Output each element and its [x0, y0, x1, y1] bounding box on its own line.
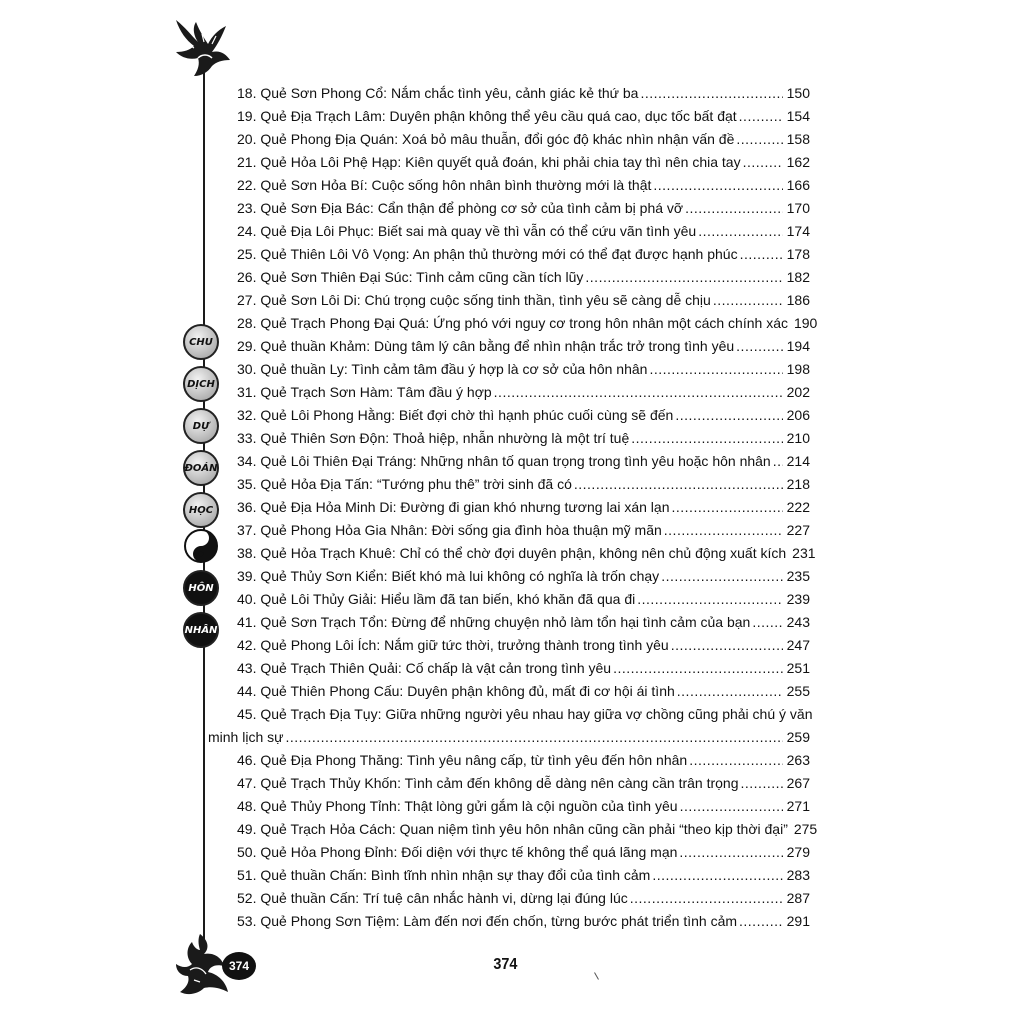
toc-entry-title: 37. Quẻ Phong Hỏa Gia Nhân: Đời sống gia đình hòa thuận mỹ mãn	[237, 522, 662, 538]
toc-dot-leader	[661, 565, 782, 588]
side-tab-doan	[183, 450, 219, 486]
toc-entry-page: 198	[786, 361, 810, 377]
toc-entry-page: 287	[786, 890, 810, 906]
toc-entry	[230, 749, 810, 772]
scan-mark	[594, 972, 599, 979]
toc-dot-leader	[679, 841, 782, 864]
toc-entry	[230, 887, 810, 910]
toc-entry-title: 45. Quẻ Trạch Địa Tụy: Giữa những người yêu nhau hay giữa vợ chồng cũng phải chú ý văn	[237, 706, 813, 722]
side-tab-label: DỰ	[192, 420, 210, 432]
toc-entry-title: 36. Quẻ Địa Hỏa Minh Di: Đường đi gian khó nhưng tương lai xán lạn	[237, 499, 670, 515]
toc-entry-page: 178	[786, 246, 810, 262]
toc-entry-page: 158	[786, 131, 810, 147]
toc-entry-title: 46. Quẻ Địa Phong Thăng: Tình yêu nâng cấp, từ tình yêu đến hôn nhân	[237, 752, 688, 768]
toc-entry	[230, 151, 810, 174]
toc-entry-page: 166	[786, 177, 810, 193]
toc-entry-title: 22. Quẻ Sơn Hỏa Bí: Cuộc sống hôn nhân bình thường mới là thật	[237, 177, 652, 193]
toc-entry-title: 25. Quẻ Thiên Lôi Vô Vọng: An phận thủ thường mới có thể đạt được hạnh phúc	[237, 246, 738, 262]
toc-entry-page: 239	[786, 591, 810, 607]
toc-entry	[230, 381, 810, 404]
toc-entry-title: 33. Quẻ Thiên Sơn Độn: Thoả hiệp, nhẫn nhường là một trí tuệ	[237, 430, 630, 446]
toc-dot-leader	[743, 151, 783, 174]
toc-entry	[208, 726, 810, 749]
toc-entry-page: 231	[792, 545, 816, 561]
toc-dot-leader	[613, 657, 783, 680]
toc-entry-page: 235	[786, 568, 810, 584]
toc-dot-leader	[698, 220, 782, 243]
toc-entry-title: 28. Quẻ Trạch Phong Đại Quá: Ứng phó với nguy cơ trong hôn nhân một cách chính xác	[237, 315, 788, 331]
toc-entry-page: 259	[786, 729, 810, 745]
phoenix-ornament-icon	[168, 14, 238, 84]
toc-entry-page: 170	[786, 200, 810, 216]
toc-entry	[230, 634, 810, 657]
toc-entry-title: minh lịch sự	[208, 729, 284, 745]
toc-dot-leader	[494, 381, 783, 404]
toc-dot-leader	[740, 243, 783, 266]
toc-entry-page: 186	[786, 292, 810, 308]
toc-entry	[230, 358, 810, 381]
toc-dot-leader	[630, 887, 783, 910]
toc-dot-leader	[739, 910, 783, 933]
toc-entry-page: 150	[786, 85, 810, 101]
side-tab-label: HỌC	[188, 504, 214, 516]
toc-entry-page: 210	[786, 430, 810, 446]
yin-yang-icon	[183, 528, 219, 564]
toc-entry-title: 48. Quẻ Thủy Phong Tỉnh: Thật lòng gửi gắm là cội nguồn của tình yêu	[237, 798, 678, 814]
toc-entry-title: 44. Quẻ Thiên Phong Cấu: Duyên phận không đủ, mất đi cơ hội ái tình	[237, 683, 675, 699]
toc-entry-page: 218	[786, 476, 810, 492]
toc-entry-title: 53. Quẻ Phong Sơn Tiệm: Làm đến nơi đến chốn, từng bước phát triển tình cảm	[237, 913, 738, 929]
toc-entry	[230, 266, 810, 289]
side-tab-label: HÔN	[188, 582, 214, 594]
toc-entry-page: 271	[786, 798, 810, 814]
toc-entry-title: 38. Quẻ Hỏa Trạch Khuê: Chỉ có thể chờ đợi duyên phận, không nên chủ động xuất kích	[237, 545, 787, 561]
toc-entry-title: 18. Quẻ Sơn Phong Cổ: Nắm chắc tình yêu, cảnh giác kẻ thứ ba	[237, 85, 639, 101]
side-tab-label: CHU	[189, 336, 213, 348]
toc-dot-leader	[574, 473, 783, 496]
toc-entry-page: 190	[793, 315, 818, 331]
toc-entry-page: 255	[786, 683, 810, 699]
toc-entry-page: 174	[786, 223, 810, 239]
toc-dot-leader	[713, 289, 783, 312]
toc-dot-leader	[680, 795, 783, 818]
toc-dot-leader	[685, 197, 783, 220]
toc-entry-page: 222	[786, 499, 810, 515]
toc-entry	[230, 772, 810, 795]
toc-entry-title: 32. Quẻ Lôi Phong Hằng: Biết đợi chờ thì hạnh phúc cuối cùng sẽ đến	[237, 407, 674, 423]
toc-entry-title: 31. Quẻ Trạch Sơn Hàm: Tâm đầu ý hợp	[237, 384, 492, 400]
toc-dot-leader	[675, 404, 782, 427]
toc-entry-title: 21. Quẻ Hỏa Lôi Phệ Hạp: Kiên quyết quả đoán, khi phải chia tay thì nên chia tay	[237, 154, 741, 170]
toc-dot-leader	[585, 266, 782, 289]
toc-entry	[230, 473, 810, 496]
toc-entry-title: 47. Quẻ Trạch Thủy Khốn: Tình cảm đến không dễ dàng nên càng cần trân trọng	[237, 775, 739, 791]
side-tab-du	[183, 408, 219, 444]
toc-entry	[230, 680, 810, 703]
toc-entry-title: 34. Quẻ Lôi Thiên Đại Tráng: Những nhân tố quan trọng trong tình yêu hoặc hôn nhân	[237, 453, 771, 469]
toc-entry	[230, 404, 810, 427]
toc-dot-leader	[652, 864, 782, 887]
toc-entry-page: 154	[786, 108, 810, 124]
toc-entry-title: 41. Quẻ Sơn Trạch Tổn: Đừng để những chuyện nhỏ làm tổn hại tình cảm của bạn	[237, 614, 751, 630]
toc-dot-leader	[286, 726, 783, 749]
toc-entry-page: 206	[786, 407, 810, 423]
toc-entry-page: 291	[786, 913, 810, 929]
side-tab-label: DỊCH	[187, 378, 215, 390]
toc-entry-title: 26. Quẻ Sơn Thiên Đại Súc: Tình cảm cũng cần tích lũy	[237, 269, 584, 285]
toc-entry-title: 52. Quẻ thuần Cấn: Trí tuệ cân nhắc hành vi, dừng lại đúng lúc	[237, 890, 628, 906]
toc-dot-leader	[664, 519, 783, 542]
side-tab-hon	[183, 570, 219, 606]
toc-entry-page: 202	[786, 384, 810, 400]
toc-dot-leader	[752, 611, 782, 634]
toc-entry	[230, 427, 810, 450]
toc-entry-page: 182	[786, 269, 810, 285]
toc-entry	[230, 542, 816, 565]
toc-entry-title: 43. Quẻ Trạch Thiên Quải: Cố chấp là vật cản trong tình yêu	[237, 660, 612, 676]
toc-entry-page: 162	[786, 154, 810, 170]
toc-entry-title: 23. Quẻ Sơn Địa Bác: Cẩn thận để phòng cơ sở của tình cảm bị phá vỡ	[237, 200, 684, 216]
toc-entry	[230, 289, 810, 312]
toc-dot-leader	[741, 772, 783, 795]
toc-entry	[230, 450, 810, 473]
toc-dot-leader	[672, 496, 783, 519]
toc-dot-leader	[640, 82, 782, 105]
toc-entry-page: 214	[786, 453, 810, 469]
toc-entry	[230, 197, 810, 220]
toc-entry-page: 275	[793, 821, 818, 837]
side-tab-nhan	[183, 612, 219, 648]
toc-entry	[230, 864, 810, 887]
toc-entry-title: 40. Quẻ Lôi Thủy Giải: Hiểu lầm đã tan biến, khó khăn đã qua đi	[237, 591, 636, 607]
side-tab-label: ĐOÁN	[184, 462, 218, 474]
toc-dot-leader	[631, 427, 782, 450]
toc-entry	[230, 496, 810, 519]
toc-entry	[230, 174, 810, 197]
toc-dot-leader	[736, 128, 782, 151]
toc-entry	[230, 312, 818, 335]
toc-entry-page: 251	[786, 660, 810, 676]
toc-entry-page: 194	[786, 338, 810, 354]
toc-entry-title: 19. Quẻ Địa Trạch Lâm: Duyên phận không thể yêu cầu quá cao, dục tốc bất đạt	[237, 108, 737, 124]
toc-dot-leader	[671, 634, 783, 657]
toc-entry-title: 24. Quẻ Địa Lôi Phục: Biết sai mà quay về thì vẫn có thể cứu vãn tình yêu	[237, 223, 697, 239]
toc-entry-title: 30. Quẻ thuần Ly: Tình cảm tâm đầu ý hợp là cơ sở của hôn nhân	[237, 361, 648, 377]
side-tab-hoc	[183, 492, 219, 528]
toc-entry-title: 39. Quẻ Thủy Sơn Kiển: Biết khó mà lui không có nghĩa là trốn chạy	[237, 568, 660, 584]
toc-entry-title: 35. Quẻ Hỏa Địa Tấn: “Tướng phu thê” trời sinh đã có	[237, 476, 572, 492]
toc-entry	[230, 703, 813, 726]
toc-entry	[230, 611, 810, 634]
toc-entry	[230, 588, 810, 611]
toc-entry-page: 263	[786, 752, 810, 768]
page-number: 374	[493, 956, 518, 973]
toc-entry	[230, 220, 810, 243]
toc-entry	[230, 565, 810, 588]
toc-entry	[230, 82, 810, 105]
toc-entry-page: 243	[786, 614, 810, 630]
toc-entry	[230, 243, 810, 266]
toc-entry-title: 49. Quẻ Trạch Hỏa Cách: Quan niệm tình yêu hôn nhân cũng cần phải “theo kịp thời đại”	[237, 821, 788, 837]
side-tab-chu	[183, 324, 219, 360]
toc-entry-page: 267	[786, 775, 810, 791]
toc-entry	[230, 795, 810, 818]
side-tab-dich	[183, 366, 219, 402]
toc-entry	[230, 105, 810, 128]
toc-entry-title: 20. Quẻ Phong Địa Quán: Xoá bỏ mâu thuẫn, đổi góc độ khác nhìn nhận vấn đề	[237, 131, 735, 147]
toc-dot-leader	[649, 358, 782, 381]
toc-entry	[230, 910, 810, 933]
toc-entry	[230, 128, 810, 151]
toc-dot-leader	[773, 450, 783, 473]
toc-entry-page: 227	[786, 522, 810, 538]
toc-dot-leader	[739, 105, 783, 128]
toc-entry	[230, 657, 810, 680]
toc-dot-leader	[677, 680, 783, 703]
toc-entry	[230, 519, 810, 542]
toc-entry-page: 279	[786, 844, 810, 860]
toc-entry-title: 51. Quẻ thuần Chấn: Bình tĩnh nhìn nhận sự thay đổi của tình cảm	[237, 867, 651, 883]
toc-entry	[230, 335, 810, 358]
toc-entry-page: 283	[786, 867, 810, 883]
toc-dot-leader	[653, 174, 782, 197]
toc-entry-title: 27. Quẻ Sơn Lôi Di: Chú trọng cuộc sống tinh thần, tình yêu sẽ càng dễ chịu	[237, 292, 711, 308]
toc-entry-page: 247	[786, 637, 810, 653]
side-tab-label: NHÂN	[184, 624, 218, 636]
toc-dot-leader	[736, 335, 782, 358]
toc-entry-title: 29. Quẻ thuần Khảm: Dùng tâm lý cân bằng để nhìn nhận trắc trở trong tình yêu	[237, 338, 735, 354]
toc-entry-title: 42. Quẻ Phong Lôi Ích: Nắm giữ tức thời, trưởng thành trong tình yêu	[237, 637, 669, 653]
toc-entry	[230, 841, 810, 864]
toc-dot-leader	[637, 588, 782, 611]
toc-entry-title: 50. Quẻ Hỏa Phong Đỉnh: Đối diện với thực tế không thể quá lãng mạn	[237, 844, 678, 860]
toc-dot-leader	[689, 749, 782, 772]
toc-entry	[230, 818, 818, 841]
page-badge: 374	[222, 952, 256, 980]
